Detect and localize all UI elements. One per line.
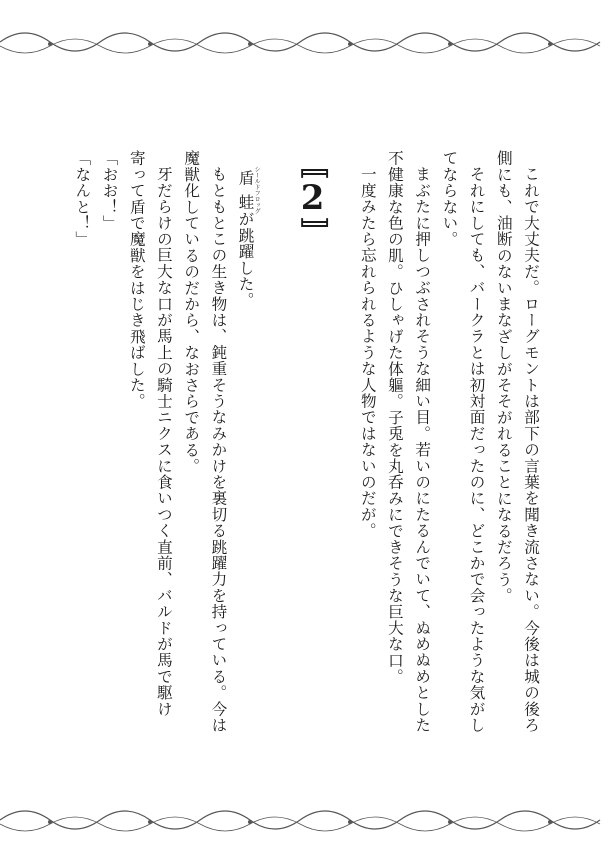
ruby-reading: シールドフロッグ: [253, 165, 261, 214]
ruby-base: 盾蛙: [236, 165, 255, 214]
top-ornamental-border: [0, 22, 608, 62]
text-line: 魔獣化しているのだから、なおさらである。: [182, 150, 201, 474]
section-gap: [327, 150, 354, 760]
text-line: 側にも、油断のないまなざしがそそがれることになるだろう。: [494, 150, 513, 604]
text-line: もともとこの生き物は、鈍重そうなみかけを裏切る跳躍力を持っている。今は: [209, 165, 228, 733]
text-line: まぶたに押しつぶされそうな細い目。若いのにたるんでいて、ぬめぬめとした: [413, 165, 432, 733]
ruby-word: [236, 165, 261, 214]
bottom-ornamental-border: [0, 800, 608, 840]
chapter-close-mark: 〛: [296, 218, 330, 246]
text-line: それにしても、バークラとは初対面だったのに、どこかで会ったような気がし: [467, 165, 486, 733]
chapter-open-mark: 〚: [296, 150, 330, 178]
text-line: これで大丈夫だ。ローグモントは部下の言葉を聞き流さない。今後は城の後ろ: [522, 165, 540, 733]
vertical-text-body: [64, 150, 544, 760]
chapter-heading: [287, 150, 330, 760]
text-line: てならない。: [440, 150, 459, 248]
text-line: [231, 150, 259, 760]
chapter-number: 2: [300, 178, 325, 218]
section-gap: [260, 150, 287, 760]
dialogue-line: 「おお！」: [100, 150, 119, 231]
text-line: 一度みたら忘れられるような人物ではないのだが。: [358, 165, 377, 539]
text-line: 不健康な色の肌。ひしゃげた体軀。子兎を丸呑みにできそうな巨大な口。: [385, 150, 404, 685]
dialogue-line: 「なんと！」: [73, 150, 92, 248]
text-line: 牙だらけの巨大な口が馬上の騎士ニクスに食いつく直前、バルドが馬で駆け: [154, 165, 173, 717]
text-line: 寄って盾で魔獣をはじき飛ばした。: [127, 150, 146, 410]
ruby-line-rest: が跳躍した。: [236, 210, 255, 308]
